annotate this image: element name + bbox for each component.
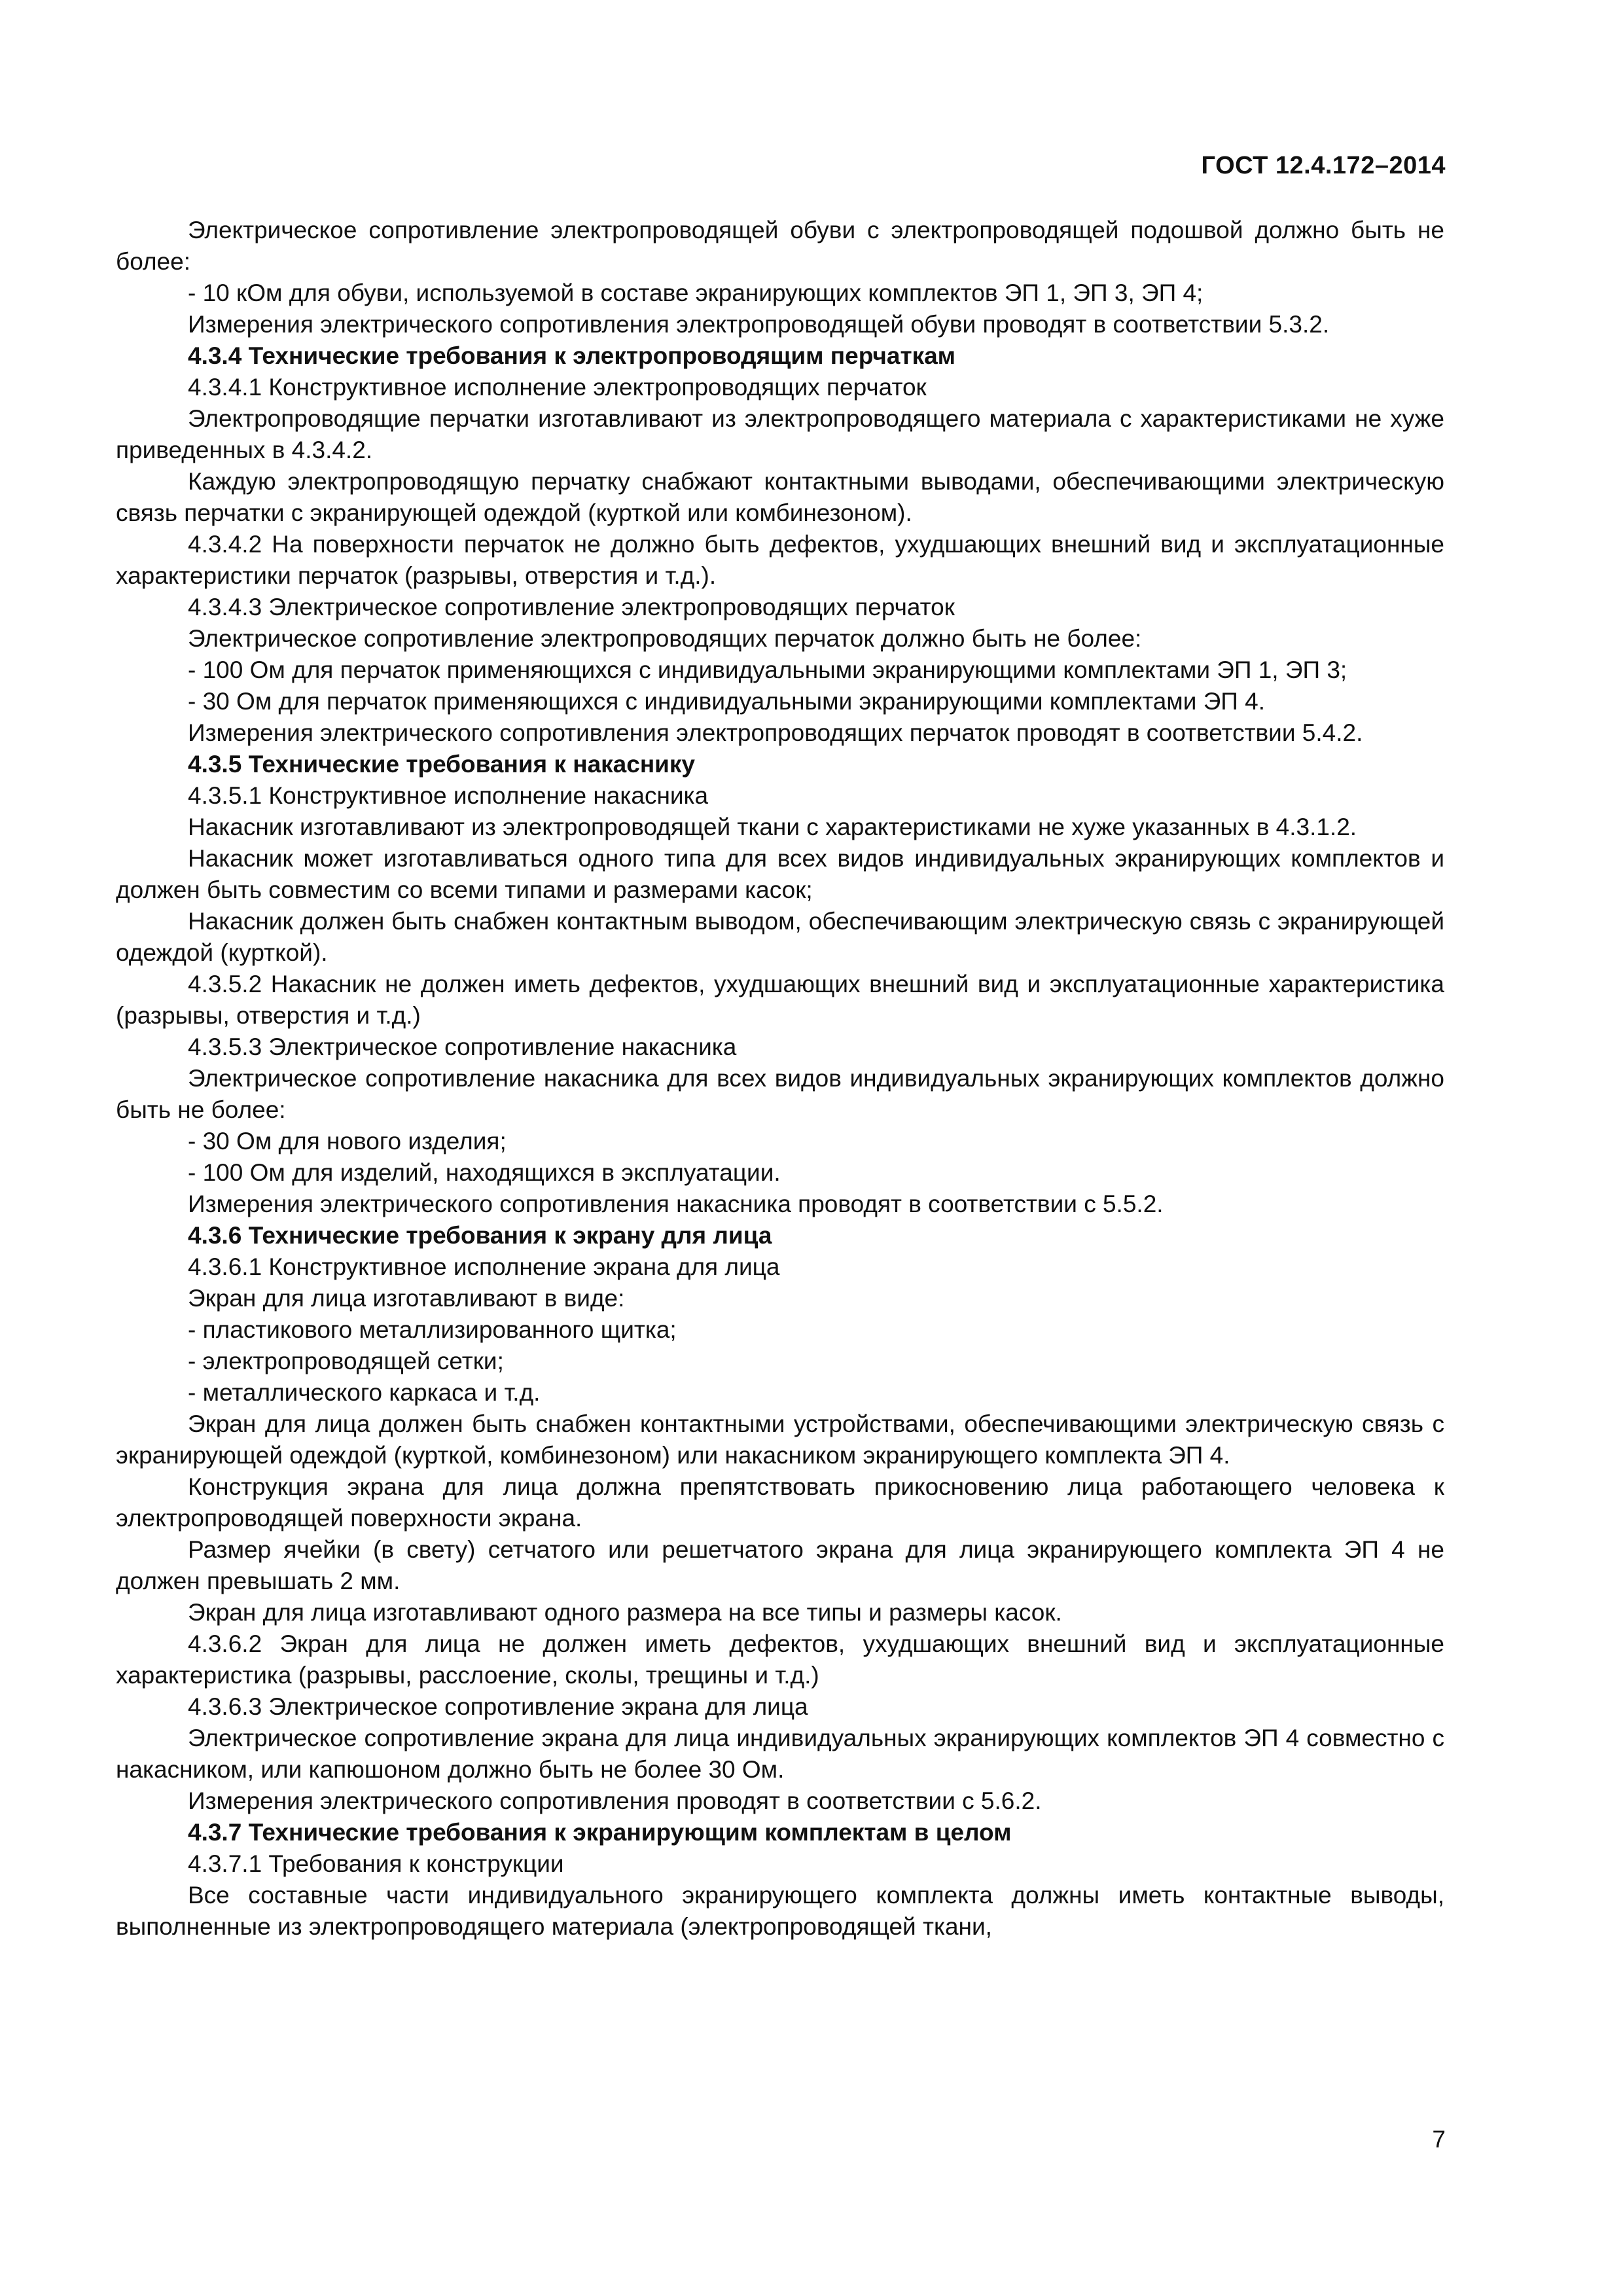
paragraph: Конструкция экрана для лица должна препятствовать прикосновению лица работающего человека к электропроводящей поверхности экрана. (116, 1473, 1444, 1532)
paragraph: Измерения электрического сопротивления накасника проводят в соответствии с 5.5.2. (188, 1191, 1164, 1217)
page-header: ГОСТ 12.4.172–2014 (1201, 152, 1446, 179)
paragraph: 4.3.6.1 Конструктивное исполнение экрана для лица (188, 1253, 780, 1280)
paragraph: Измерения электрического сопротивления электропроводящей обуви проводят в соответствии 5.3.2. (188, 311, 1330, 338)
page-number: 7 (1432, 2126, 1446, 2153)
paragraph: 4.3.6.2 Экран для лица не должен иметь дефектов, ухудшающих внешний вид и эксплуатационные характеристика (разрывы, расслоение, сколы, трещины и т.д.) (116, 1630, 1444, 1689)
paragraph: 4.3.5.1 Конструктивное исполнение накасника (188, 782, 709, 809)
paragraph: 4.3.7.1 Требования к конструкции (188, 1850, 564, 1877)
paragraph: - металлического каркаса и т.д. (188, 1379, 541, 1406)
section-heading: 4.3.4 Технические требования к электропроводящим перчаткам (188, 342, 956, 369)
paragraph: Экран для лица изготавливают в виде: (188, 1285, 625, 1312)
document-body (116, 215, 1444, 1943)
paragraph: Накасник может изготавливаться одного типа для всех видов индивидуальных экранирующих комплектов и должен быть совместим со всеми типами и размерами касок; (116, 845, 1444, 903)
paragraph: Электрическое сопротивление электропроводящих перчаток должно быть не более: (188, 625, 1142, 652)
paragraph: Экран для лица изготавливают одного размера на все типы и размеры касок. (188, 1599, 1062, 1626)
paragraph: 4.3.4.3 Электрическое сопротивление электропроводящих перчаток (188, 594, 955, 620)
paragraph: Электрическое сопротивление электропроводящей обуви с электропроводящей подошвой должно быть не более: (116, 217, 1444, 275)
paragraph: Накасник должен быть снабжен контактным выводом, обеспечивающим электрическую связь с экранирующей одеждой (курткой). (116, 908, 1444, 966)
paragraph: Измерения электрического сопротивления проводят в соответствии с 5.6.2. (188, 1787, 1042, 1814)
paragraph: Размер ячейки (в свету) сетчатого или решетчатого экрана для лица экранирующего комплекта ЭП 4 не должен превышать 2 мм. (116, 1536, 1444, 1594)
paragraph: Накасник изготавливают из электропроводящей ткани с характеристиками не хуже указанных в 4.3.1.2. (188, 814, 1357, 840)
paragraph: 4.3.4.1 Конструктивное исполнение электропроводящих перчаток (188, 374, 927, 401)
paragraph: - 30 Ом для перчаток применяющихся с индивидуальными экранирующими комплектами ЭП 4. (188, 688, 1266, 715)
paragraph: - электропроводящей сетки; (188, 1348, 504, 1374)
paragraph: Электрическое сопротивление накасника для всех видов индивидуальных экранирующих комплектов должно быть не более: (116, 1065, 1444, 1123)
section-heading: 4.3.6 Технические требования к экрану для лица (188, 1222, 772, 1249)
paragraph: Электрическое сопротивление экрана для лица индивидуальных экранирующих комплектов ЭП 4 совместно с накасником, или капюшоном должно быть не более 30 Ом. (116, 1725, 1444, 1783)
paragraph: 4.3.6.3 Электрическое сопротивление экрана для лица (188, 1693, 808, 1720)
paragraph: 4.3.5.3 Электрическое сопротивление накасника (188, 1033, 737, 1060)
paragraph: - 100 Ом для изделий, находящихся в эксплуатации. (188, 1159, 781, 1186)
paragraph: 4.3.4.2 На поверхности перчаток не должно быть дефектов, ухудшающих внешний вид и эксплуатационные характеристики перчаток (разрывы, отверстия и т.д.). (116, 531, 1444, 589)
paragraph: Все составные части индивидуального экранирующего комплекта должны иметь контактные выводы, выполненные из электропроводящего материала (электропроводящей ткани, (116, 1882, 1444, 1940)
paragraph: - пластикового металлизированного щитка; (188, 1316, 677, 1343)
paragraph: - 30 Ом для нового изделия; (188, 1128, 507, 1155)
paragraph: Экран для лица должен быть снабжен контактными устройствами, обеспечивающими электрическую связь с экранирующей одеждой (курткой, комбинезоном) или накасником экранирующего комплекта ЭП 4. (116, 1410, 1444, 1469)
paragraph: Каждую электропроводящую перчатку снабжают контактными выводами, обеспечивающими электрическую связь перчатки с экранирующей одеждой (курткой или комбинезоном). (116, 468, 1444, 526)
paragraph: - 10 кОм для обуви, используемой в составе экранирующих комплектов ЭП 1, ЭП 3, ЭП 4; (188, 279, 1204, 306)
paragraph: Электропроводящие перчатки изготавливают из электропроводящего материала с характеристиками не хуже приведенных в 4.3.4.2. (116, 405, 1444, 463)
paragraph: Измерения электрического сопротивления электропроводящих перчаток проводят в соответствии 5.4.2. (188, 719, 1363, 746)
paragraph: - 100 Ом для перчаток применяющихся с индивидуальными экранирующими комплектами ЭП 1, ЭП 3; (188, 656, 1347, 683)
section-heading: 4.3.7 Технические требования к экранирующим комплектам в целом (188, 1819, 1012, 1846)
section-heading: 4.3.5 Технические требования к накаснику (188, 751, 696, 778)
paragraph: 4.3.5.2 Накасник не должен иметь дефектов, ухудшающих внешний вид и эксплуатационные характеристика (разрывы, отверстия и т.д.) (116, 971, 1444, 1029)
